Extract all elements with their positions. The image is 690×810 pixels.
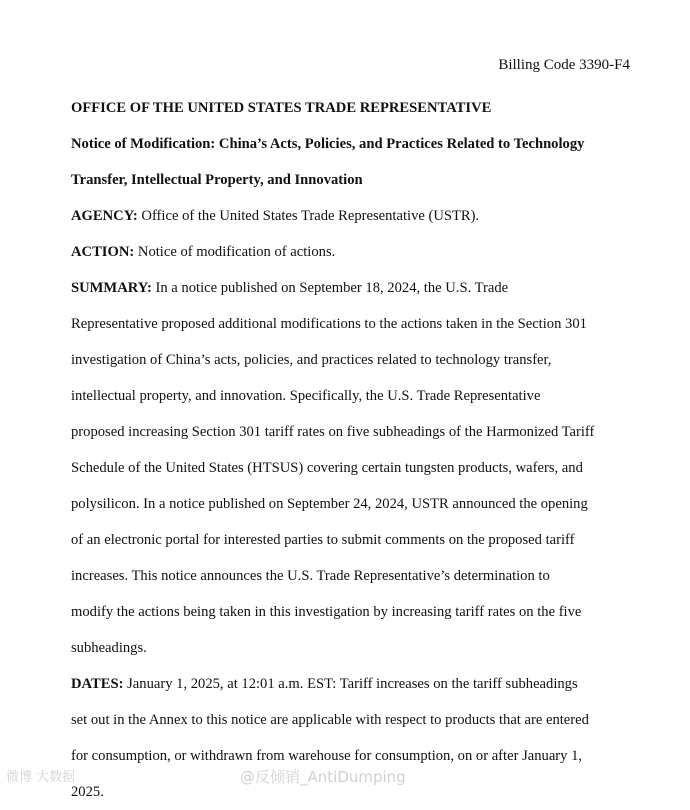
dates-line: for consumption, or withdrawn from warehouse for consumption, on or after January 1,	[71, 748, 583, 764]
action-label: ACTION:	[71, 244, 135, 260]
dates-line: 2025.	[71, 784, 104, 800]
billing-code: Billing Code 3390-F4	[498, 57, 630, 73]
summary-line: Representative proposed additional modifications to the actions taken in the Section 301	[71, 316, 587, 332]
document-body	[71, 90, 636, 810]
summary-line: intellectual property, and innovation. Specifically, the U.S. Trade Representative	[71, 388, 541, 404]
summary-line: of an electronic portal for interested parties to submit comments on the proposed tariff	[71, 532, 575, 548]
summary-line: polysilicon. In a notice published on September 24, 2024, USTR announced the opening	[71, 496, 588, 512]
summary-line: increases. This notice announces the U.S. Trade Representative’s determination to	[71, 568, 550, 584]
agency-text: Office of the United States Trade Representative (USTR).	[141, 208, 480, 224]
agency-paragraph	[71, 198, 636, 234]
notice-title-line-2: Transfer, Intellectual Property, and Innovation	[71, 172, 363, 188]
summary-line: Schedule of the United States (HTSUS) covering certain tungsten products, wafers, and	[71, 460, 583, 476]
summary-label: SUMMARY:	[71, 280, 152, 296]
notice-title-line-1: Notice of Modification: China’s Acts, Policies, and Practices Related to Technology	[71, 136, 585, 152]
dates-label: DATES:	[71, 676, 124, 692]
summary-line: subheadings.	[71, 640, 147, 656]
summary-line: proposed increasing Section 301 tariff rates on five subheadings of the Harmonized Tariff	[71, 424, 595, 440]
summary-line: modify the actions being taken in this investigation by increasing tariff rates on the five	[71, 604, 582, 620]
dates-line: set out in the Annex to this notice are applicable with respect to products that are entered	[71, 712, 589, 728]
office-heading: OFFICE OF THE UNITED STATES TRADE REPRESENTATIVE	[71, 100, 492, 116]
agency-label: AGENCY:	[71, 208, 138, 224]
action-text: Notice of modification of actions.	[137, 244, 336, 260]
dates-first-line	[71, 666, 636, 702]
summary-first-line-text: In a notice published on September 18, 2024, the U.S. Trade	[155, 280, 509, 296]
action-paragraph	[71, 234, 636, 270]
summary-line: investigation of China’s acts, policies, and practices related to technology transfer,	[71, 352, 552, 368]
watermark-left: 微博 大数据	[6, 770, 76, 785]
dates-first-line-text: January 1, 2025, at 12:01 a.m. EST: Tariff increases on the tariff subheadings	[127, 676, 578, 692]
watermark-center: @反倾销_AntiDumping	[240, 768, 406, 786]
summary-first-line	[71, 270, 636, 306]
